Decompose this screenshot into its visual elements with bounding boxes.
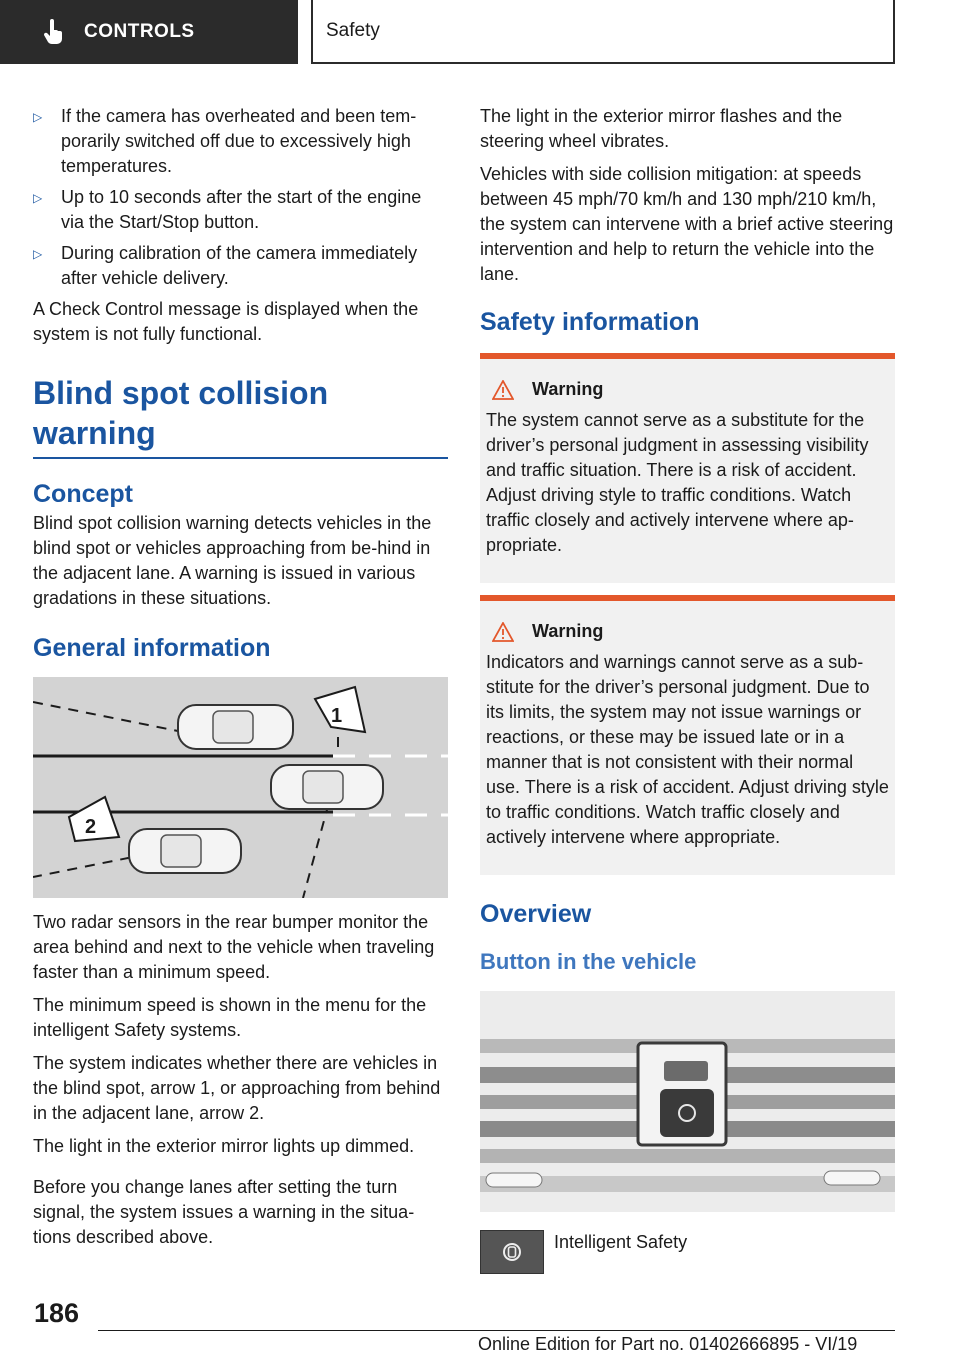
button-photo bbox=[480, 991, 895, 1212]
concept-heading: Concept bbox=[33, 480, 133, 508]
warning-box-2 bbox=[480, 595, 895, 875]
triangle-bullet-icon: ▷ bbox=[33, 247, 43, 261]
warning-header bbox=[486, 619, 889, 644]
warning-text: Indicators and warnings cannot serve as a sub-stitute for the driver’s personal judgment. Due to its limits, the system may not issue warnings or reactions, or these may be issued late or in a manner that is not consistent with their normal use. There is a risk of accident. Adjust driving style to traffic conditions. Watch traffic closely and actively intervene where appropriate. bbox=[486, 652, 889, 847]
car-approaching bbox=[129, 829, 241, 873]
warning-header bbox=[486, 377, 889, 402]
min-speed-text: The minimum speed is shown in the menu for the intelligent Safety systems. bbox=[33, 995, 427, 1040]
bullet-text: Up to 10 seconds after the start of the engine via the Start/Stop button. bbox=[61, 187, 422, 232]
car-own-vehicle bbox=[271, 765, 383, 809]
warning-triangle-icon bbox=[492, 380, 514, 400]
chapter-tab bbox=[311, 0, 895, 64]
icon-legend-row bbox=[480, 1230, 895, 1274]
hand-pointer-icon bbox=[42, 19, 66, 45]
triangle-bullet-icon: ▷ bbox=[33, 110, 43, 124]
warning-title: Warning bbox=[532, 379, 604, 399]
bullet-text: If the camera has overheated and been tem-porarily switched off due to excessively high temperatures. bbox=[61, 106, 417, 176]
arrow-1-label: 1 bbox=[331, 705, 343, 727]
warning-box-1 bbox=[480, 353, 895, 583]
mirror-flash-text: The light in the exterior mirror flashes and the steering wheel vibrates. bbox=[480, 106, 843, 151]
page-number: 186 bbox=[34, 1298, 80, 1328]
road-diagram bbox=[33, 677, 448, 898]
check-control-text: A Check Control message is displayed when the system is not fully functional. bbox=[33, 299, 419, 344]
footer-divider bbox=[98, 1330, 895, 1331]
button-heading: Button in the vehicle bbox=[480, 949, 697, 974]
radar-text: Two radar sensors in the rear bumper monitor the area behind and next to the vehicle when traveling faster than a minimum speed. bbox=[33, 912, 435, 982]
warning-triangle-icon bbox=[492, 622, 514, 642]
warning-title: Warning bbox=[532, 621, 604, 641]
indication-text: The system indicates whether there are vehicles in the blind spot, arrow 1, or approaching from behind in the adjacent lane, arrow 2. bbox=[33, 1053, 441, 1123]
section-tab-controls bbox=[0, 0, 298, 64]
edition-text: Online Edition for Part no. 01402666895 - VI/19 bbox=[478, 1334, 858, 1354]
left-column bbox=[33, 104, 448, 1258]
side-collision-text: Vehicles with side collision mitigation: at speeds between 45 mph/70 km/h and 130 mph/210 km/h, the system can intervene with a brief active steering intervention and help to return the vehicle into the lane. bbox=[480, 164, 894, 284]
triangle-bullet-icon: ▷ bbox=[33, 191, 43, 205]
right-column bbox=[480, 104, 895, 1274]
intelligent-safety-icon bbox=[480, 1230, 544, 1274]
arrow-2-label: 2 bbox=[85, 816, 97, 838]
page-title: Blind spot collision warning bbox=[33, 375, 329, 451]
chapter-title: Safety bbox=[326, 20, 380, 41]
blind-spot-illustration bbox=[33, 677, 448, 898]
lane-change-text: Before you change lanes after setting the turn signal, the system issues a warning in the situa-tions described above. bbox=[33, 1177, 415, 1247]
mirror-dim-text: The light in the exterior mirror lights up dimmed. bbox=[33, 1136, 415, 1156]
vent-illustration bbox=[480, 991, 895, 1212]
icon-caption: Intelligent Safety bbox=[554, 1232, 688, 1252]
overview-heading: Overview bbox=[480, 900, 592, 928]
list-item bbox=[33, 185, 448, 235]
safety-info-heading: Safety information bbox=[480, 308, 700, 336]
car-blind-spot bbox=[178, 705, 293, 749]
list-item bbox=[33, 241, 448, 291]
general-info-heading: General information bbox=[33, 634, 271, 662]
bullet-text: During calibration of the camera immediately after vehicle delivery. bbox=[61, 243, 418, 288]
section-tab-label: CONTROLS bbox=[84, 21, 195, 42]
concept-text: Blind spot collision warning detects vehicles in the blind spot or vehicles approaching from be-hind in the adjacent lane. A warning is issued in various gradations in these situations. bbox=[33, 513, 432, 608]
warning-text: The system cannot serve as a substitute for the driver’s personal judgment in assessing visibility and traffic situation. There is a risk of accident. Adjust driving style to traffic conditions. Watch traffic closely and actively intervene where ap-propriate. bbox=[486, 410, 869, 555]
title-wrap bbox=[33, 373, 448, 459]
list-item bbox=[33, 104, 448, 179]
safety-button-glyph-icon bbox=[501, 1241, 523, 1263]
